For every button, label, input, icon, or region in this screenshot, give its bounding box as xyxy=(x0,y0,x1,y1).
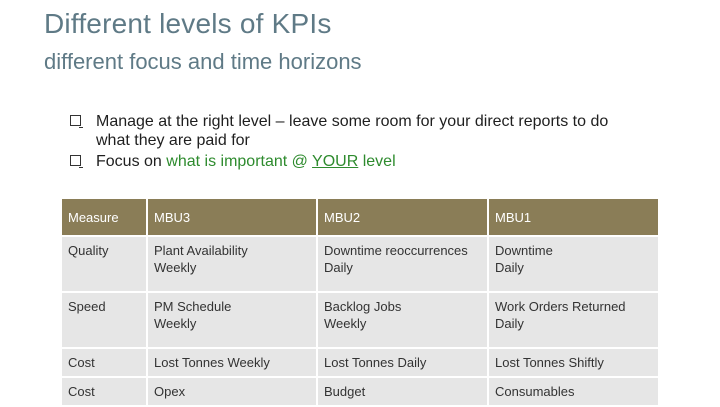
bullet-text: Manage at the right level – leave some room for your direct reports to do what they are paid for xyxy=(96,113,609,149)
bullet-suffix: level xyxy=(358,153,396,170)
kpi-table xyxy=(62,199,660,407)
slide-subtitle: different focus and time horizons xyxy=(44,49,362,74)
header-mbu3: MBU3 xyxy=(148,199,318,237)
checkbox-bullet-icon xyxy=(70,155,81,166)
cell-line: Backlog Jobs xyxy=(324,299,402,314)
table-row xyxy=(62,378,660,407)
bullet-highlight: what is important @ xyxy=(166,153,313,170)
cell-mbu1 xyxy=(489,237,660,293)
cell-line: Plant Availability xyxy=(154,243,248,258)
table-row xyxy=(62,237,660,293)
cell-line: Weekly xyxy=(324,316,367,331)
cell-line: Daily xyxy=(495,260,524,275)
cell-mbu3 xyxy=(148,293,318,349)
bullet-prefix: Focus on xyxy=(96,153,167,170)
cell-line: PM Schedule xyxy=(154,299,232,314)
bullet-list xyxy=(70,112,630,173)
cell-line: Weekly xyxy=(154,316,197,331)
cell-mbu3 xyxy=(148,237,318,293)
cell-mbu1 xyxy=(489,293,660,349)
checkbox-bullet-icon xyxy=(70,115,81,126)
cell-mbu3: Lost Tonnes Weekly xyxy=(148,349,318,378)
bullet-underlined: YOUR xyxy=(312,153,359,170)
cell-mbu2 xyxy=(318,293,489,349)
table-header-row xyxy=(62,199,660,237)
header-mbu2: MBU2 xyxy=(318,199,489,237)
cell-mbu1: Consumables xyxy=(489,378,660,407)
header-mbu1: MBU1 xyxy=(489,199,660,237)
cell-mbu2 xyxy=(318,237,489,293)
cell-measure: Quality xyxy=(62,237,148,293)
table-row xyxy=(62,349,660,378)
cell-measure: Cost xyxy=(62,378,148,407)
cell-line: Daily xyxy=(324,260,353,275)
cell-line: Weekly xyxy=(154,260,197,275)
cell-mbu2: Lost Tonnes Daily xyxy=(318,349,489,378)
cell-line: Work Orders Returned xyxy=(495,299,626,314)
cell-mbu2: Budget xyxy=(318,378,489,407)
cell-measure: Cost xyxy=(62,349,148,378)
bullet-item xyxy=(70,112,630,150)
table-row xyxy=(62,293,660,349)
cell-mbu1: Lost Tonnes Shiftly xyxy=(489,349,660,378)
cell-line: Downtime xyxy=(495,243,553,258)
cell-mbu3: Opex xyxy=(148,378,318,407)
slide-title: Different levels of KPIs xyxy=(44,8,332,39)
cell-line: Daily xyxy=(495,316,524,331)
cell-line: Downtime reoccurrences xyxy=(324,243,468,258)
header-measure: Measure xyxy=(62,199,148,237)
bullet-item xyxy=(70,152,630,171)
cell-measure: Speed xyxy=(62,293,148,349)
